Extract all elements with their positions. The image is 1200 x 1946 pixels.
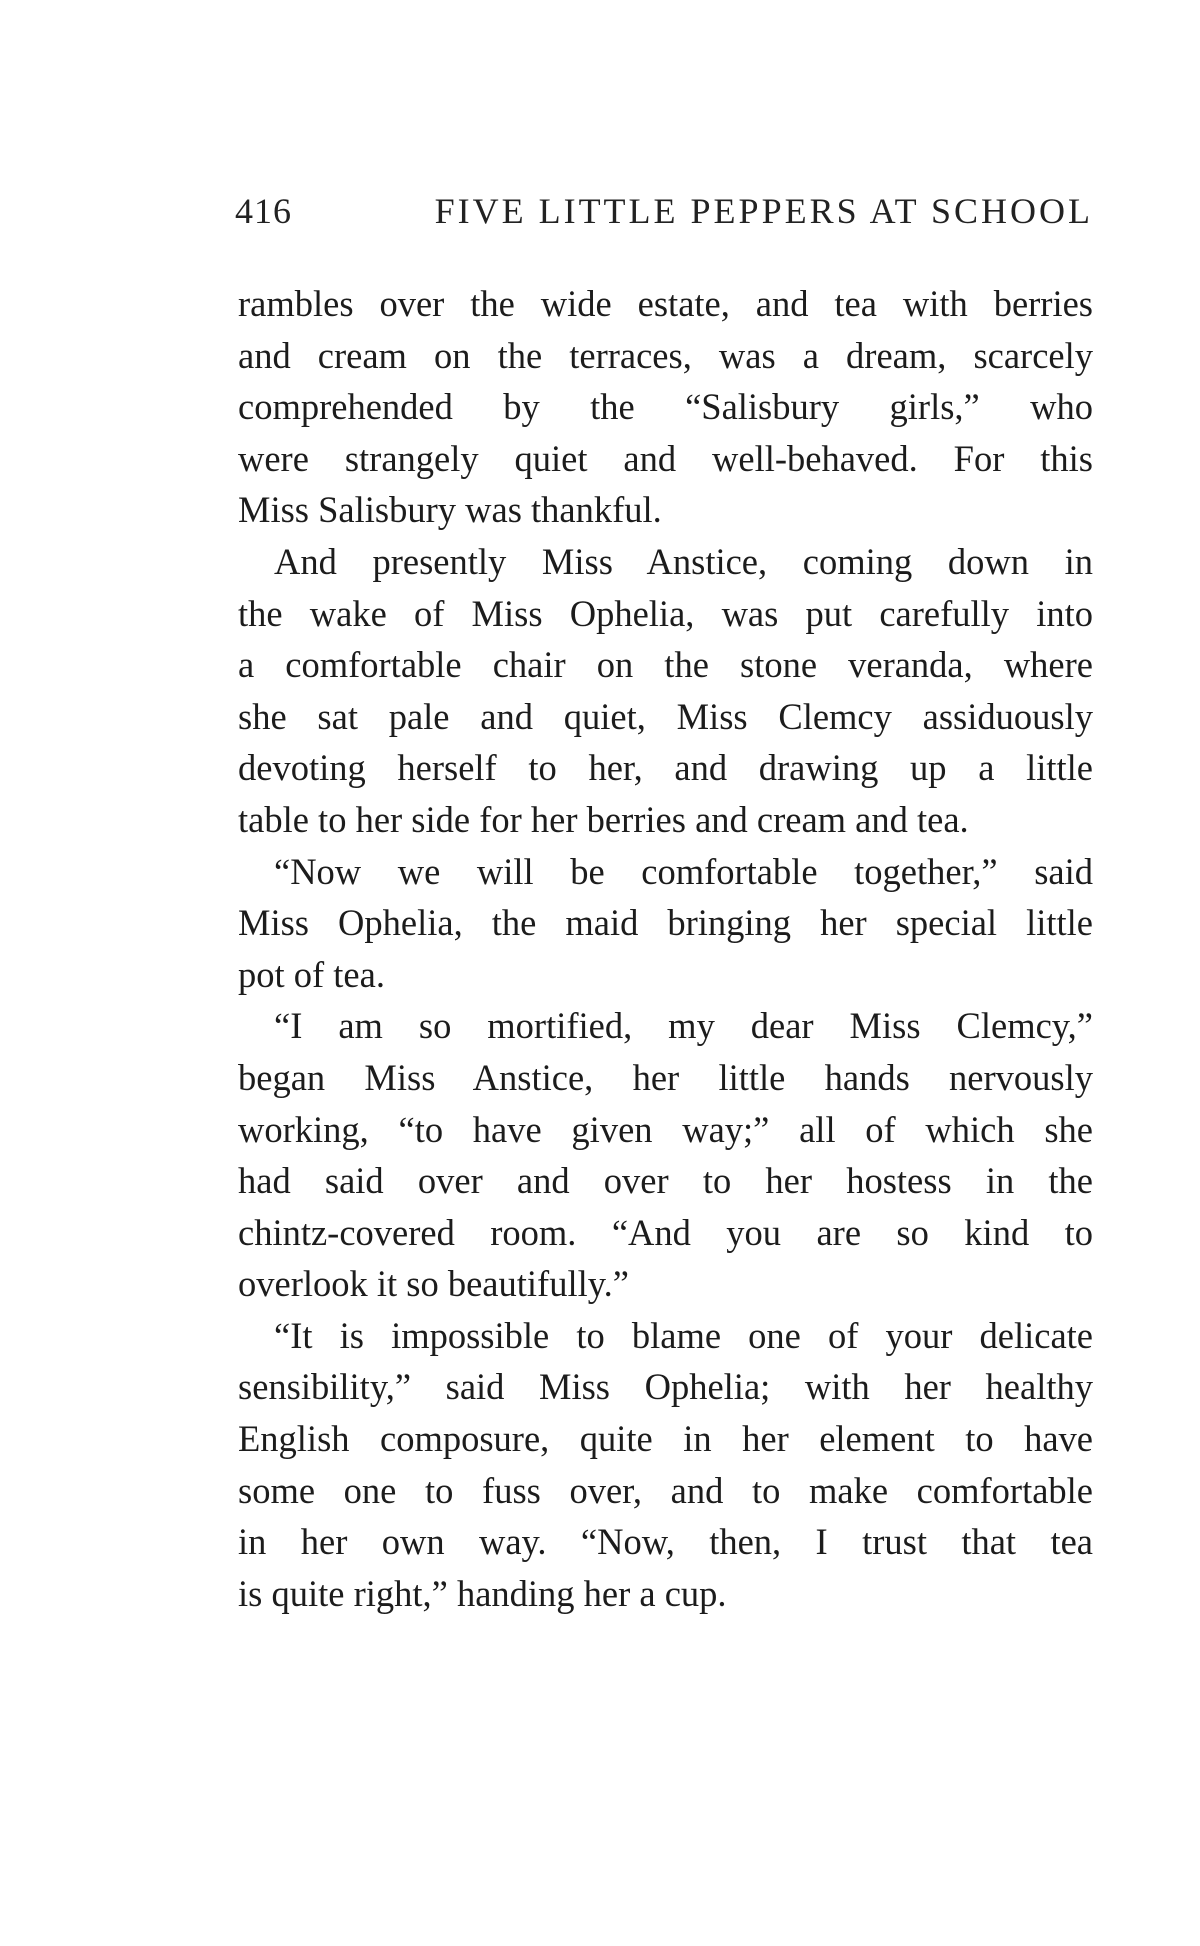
text-line: rambles over the wide estate, and tea with berries [238, 283, 1093, 324]
running-title: FIVE LITTLE PEPPERS AT SCHOOL [434, 191, 1093, 231]
text-line: English composure, quite in her element to have [238, 1418, 1093, 1460]
text-line: pot of tea. [238, 953, 385, 995]
text-line: chintz-covered room. “And you are so kind to [238, 1211, 1093, 1253]
text-line: some one to fuss over, and to make comfortable [238, 1469, 1093, 1511]
text-line: And presently Miss Anstice, coming down in [274, 540, 1093, 582]
page-number: 416 [235, 191, 292, 231]
text-line: “I am so mortified, my dear Miss Clemcy,” [274, 1005, 1093, 1047]
text-line: comprehended by the “Salisbury girls,” who [238, 386, 1093, 428]
text-line: sensibility,” said Miss Ophelia; with her healthy [238, 1366, 1093, 1408]
text-line: a comfortable chair on the stone veranda, where [238, 644, 1093, 686]
text-line: “It is impossible to blame one of your delicate [274, 1314, 1093, 1356]
text-line: in her own way. “Now, then, I trust that tea [238, 1521, 1093, 1563]
text-line: had said over and over to her hostess in the [238, 1160, 1093, 1202]
text-line: table to her side for her berries and cream and tea. [238, 798, 969, 840]
text-line: the wake of Miss Ophelia, was put carefully into [238, 592, 1093, 634]
text-line: “Now we will be comfortable together,” said [274, 850, 1093, 892]
paragraph-1 [238, 278, 1093, 536]
text-line: devoting herself to her, and drawing up a little [238, 747, 1093, 789]
text-line: overlook it so beautifully.” [238, 1263, 629, 1305]
text-line: Miss Salisbury was thankful. [238, 489, 662, 531]
paragraph-2 [238, 536, 1093, 846]
paragraph-4 [238, 1000, 1093, 1310]
paragraph-3 [238, 846, 1093, 1001]
text-line: working, “to have given way;” all of which she [238, 1108, 1093, 1150]
text-line: she sat pale and quiet, Miss Clemcy assiduously [238, 695, 1093, 737]
text-line: began Miss Anstice, her little hands nervously [238, 1056, 1093, 1098]
text-line: and cream on the terraces, was a dream, scarcely [238, 334, 1093, 376]
text-line: were strangely quiet and well-behaved. For this [238, 437, 1093, 479]
running-head [235, 190, 1093, 232]
text-line: is quite right,” handing her a cup. [238, 1572, 727, 1614]
body-text [238, 278, 1093, 1619]
paragraph-5 [238, 1310, 1093, 1620]
text-line: Miss Ophelia, the maid bringing her special little [238, 902, 1093, 944]
